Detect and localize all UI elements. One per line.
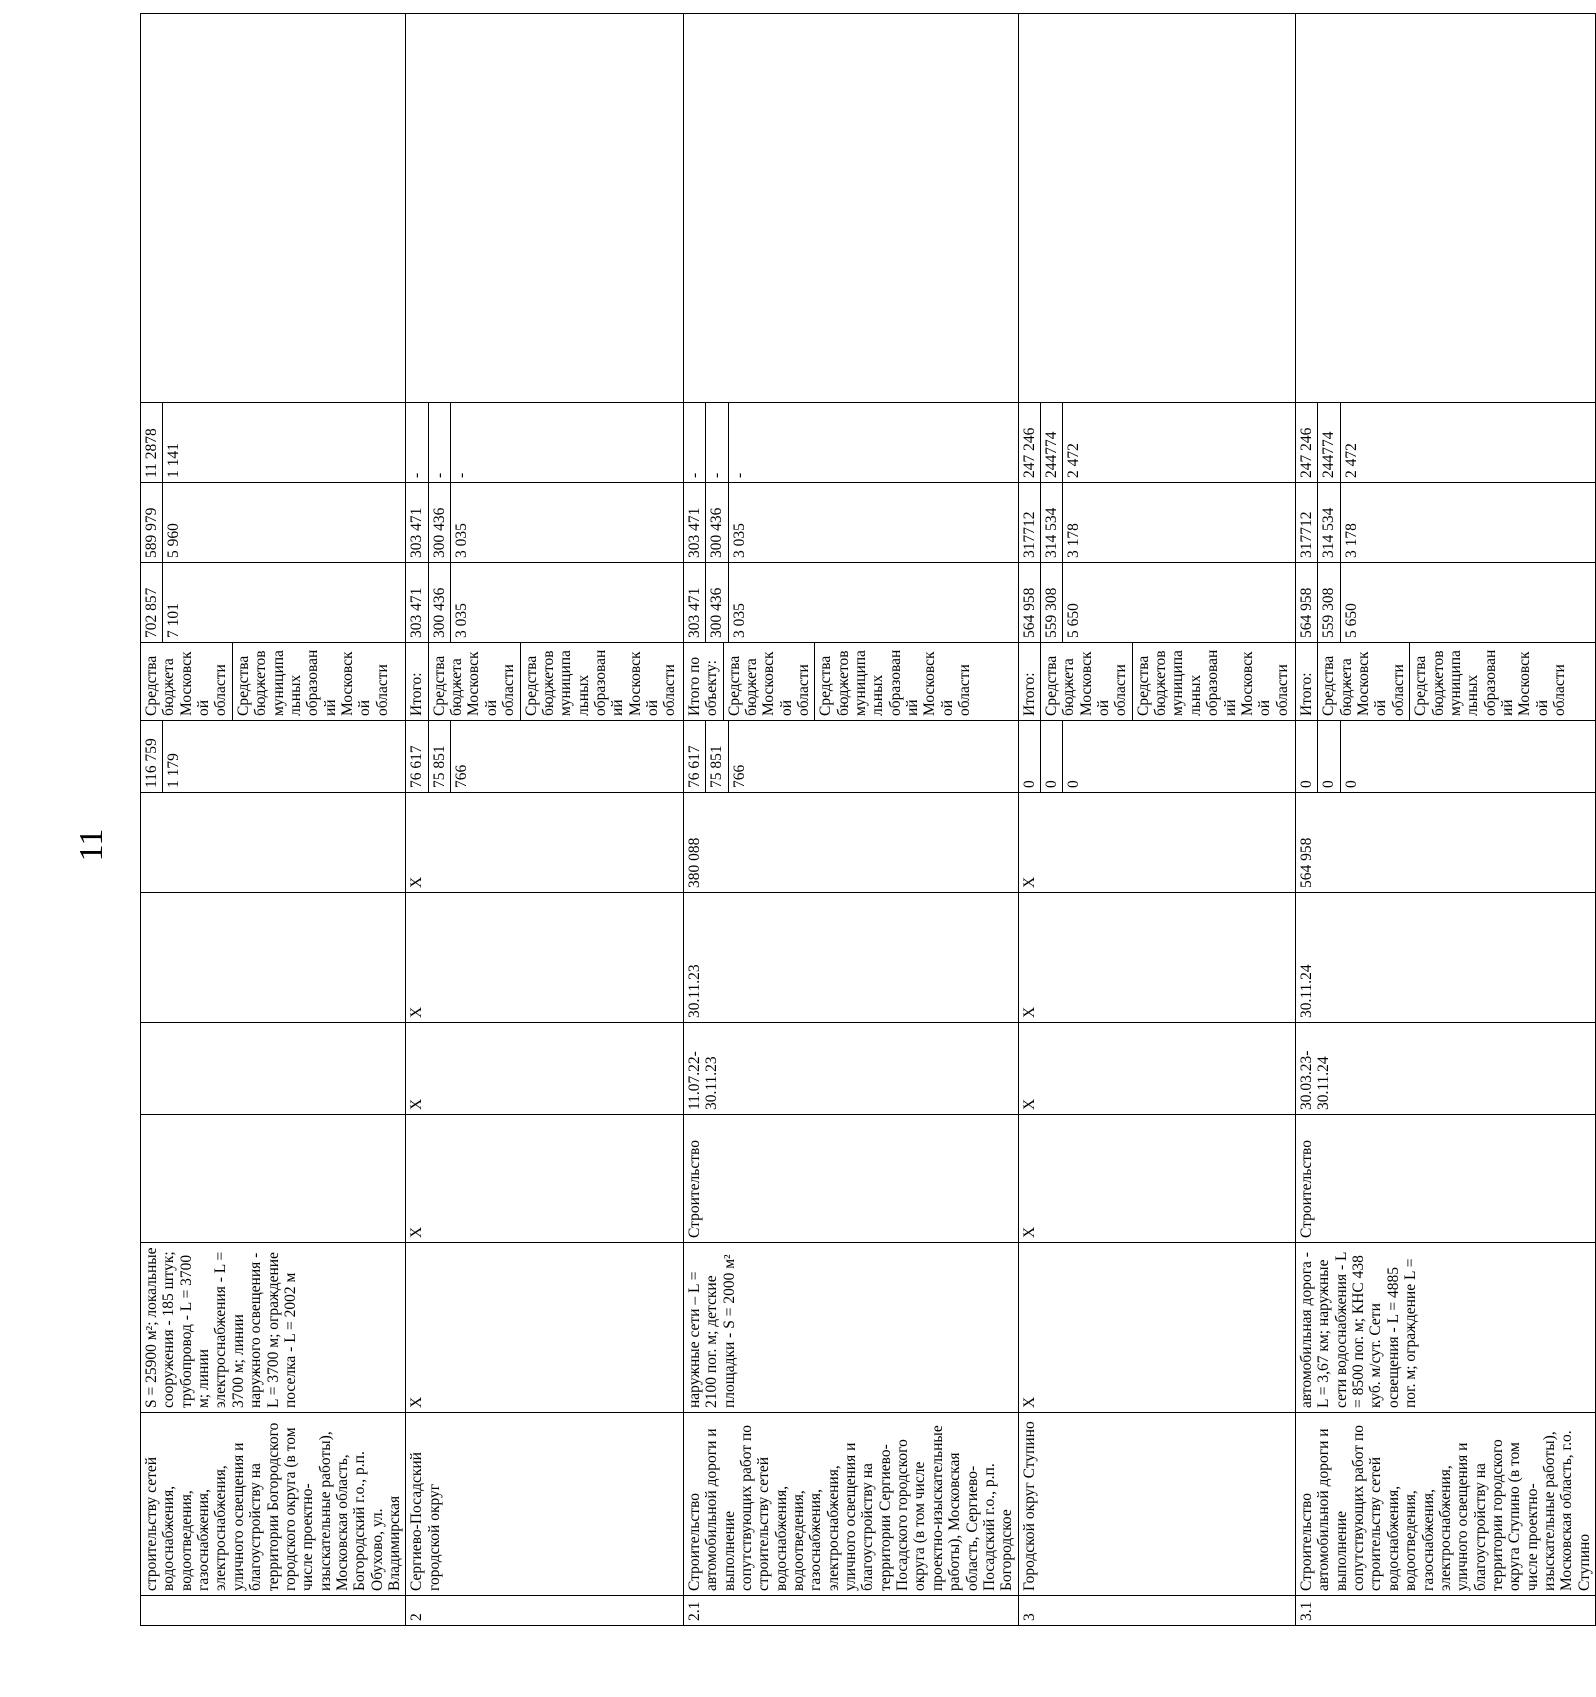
year-2024-amount-line: - [408, 472, 426, 478]
financed-amount [683, 721, 1018, 793]
funding-source-line: Средства бюджета Московской области [428, 643, 520, 720]
year-2023-amount-line: 5 960 [162, 483, 184, 562]
year-2023-amount [683, 483, 1018, 563]
year-2023-amount-line: 303 471 [685, 507, 703, 558]
commission-date: 30.11.23 [683, 893, 1018, 1023]
object-name: Строительство автомобильной дороги и выполнение сопутствующих работ по строительству сетей водоснабжения, водоотведения, газоснабжения, электроснабжения, уличного освещения и благоустройству на территории городского округа Ступино (в том числе проектно-изыскательные работы), Московская область, г.о. Ступино [1296, 1413, 1596, 1596]
empty-cell [406, 14, 683, 403]
year-2023-amount-line: 300 436 [428, 483, 450, 562]
year-2024-amount-line: 247 246 [1020, 427, 1038, 478]
year-2024-amount-line: 1 141 [162, 403, 184, 482]
financed-amount [141, 721, 406, 793]
funding-source-line: Средства бюджета Московской области [1040, 643, 1132, 720]
year-2024-amount-line: - [428, 403, 450, 482]
total-amount-line: 303 471 [408, 587, 426, 638]
funding-source-line: Средства бюджета Московской области [723, 643, 815, 720]
capacity: автомобильная дорога - L = 3,67 км; наружные сети водоснабжения - L = 8500 пог. м; КНС 438 куб. м/сут. Сети освещения - L = 4885 пог. м; ограждение L = [1296, 1243, 1596, 1413]
funding-source-line: Средства бюджетов муниципальных образований Московской области [232, 643, 393, 720]
object-name: Сергиево-Посадский городской округ [406, 1413, 683, 1596]
financed-amount [1018, 721, 1295, 793]
year-2024-amount [1296, 403, 1596, 483]
table-body [141, 14, 1596, 1626]
year-2023-amount [1296, 483, 1596, 563]
cost-limit [141, 793, 406, 893]
object-name: Строительство автомобильной дороги и выполнение сопутствующих работ по строительству сетей водоснабжения, водоотведения, газоснабжения, электроснабжения, уличного освещения и благоустройству на территории Сергиево-Посадского городского округа (в том числе проектно-изыскательные работы), Московская область, Сергиево-Посадский г.о., р.п. Богородское [683, 1413, 1018, 1596]
year-2023-amount-line: 3 035 [450, 483, 472, 562]
financed-amount-line: 75 851 [705, 721, 727, 792]
commission-date: X [406, 893, 683, 1023]
financed-amount-line: 0 [1020, 780, 1038, 788]
work-dates: 11.07.22-30.11.23 [683, 1023, 1018, 1115]
table-row [683, 14, 1018, 1626]
row-number [141, 1596, 406, 1626]
year-2024-amount-line: 244774 [1040, 403, 1062, 482]
empty-cell [1296, 14, 1596, 403]
commission-date: X [1018, 893, 1295, 1023]
cost-limit: X [406, 793, 683, 893]
year-2023-amount-line: 317712 [1020, 511, 1038, 558]
work-type: X [1018, 1115, 1295, 1243]
financed-amount-line: 0 [1062, 721, 1084, 792]
total-amount-line: 5 650 [1062, 563, 1084, 642]
work-type: X [406, 1115, 683, 1243]
object-name: строительству сетей водоснабжения, водоотведения, газоснабжения, электроснабжения, уличного освещения и благоустройству на территории Богородского городского округа (в том числе проектно-изыскательные работы), Московская область, Богородский г.о., р.п. Обухово, ул. Владимирская [141, 1413, 406, 1596]
row-number: 2 [406, 1596, 683, 1626]
funding-source [1296, 643, 1596, 721]
funding-source-line: Средства бюджетов муниципальных образований Московской области [520, 643, 681, 720]
page-number: 11 [73, 828, 110, 862]
financed-amount [406, 721, 683, 793]
capacity: X [1018, 1243, 1295, 1413]
year-2024-amount-line: - [705, 403, 727, 482]
funding-source-line: Итого: [408, 672, 426, 716]
empty-cell [1018, 14, 1295, 403]
capacity: наружные сети – L = 2100 пог. м; детские площадки - S = 2000 м² [683, 1243, 1018, 1413]
year-2023-amount [406, 483, 683, 563]
row-number: 2.1 [683, 1596, 1018, 1626]
empty-cell [683, 14, 1018, 403]
financed-amount-line: 116 759 [143, 738, 160, 788]
financed-amount [1296, 721, 1596, 793]
total-amount [406, 563, 683, 643]
year-2023-amount-line: 303 471 [408, 507, 426, 558]
cost-limit: 380 088 [683, 793, 1018, 893]
funding-source-line: Итого: [1298, 672, 1315, 716]
financed-amount-line: 0 [1317, 721, 1339, 792]
year-2024-amount-line: 244774 [1317, 403, 1339, 482]
year-2024-amount-line: 11 2878 [143, 428, 160, 478]
total-amount-line: 3 035 [450, 563, 472, 642]
year-2024-amount [683, 403, 1018, 483]
year-2024-amount-line: - [450, 403, 472, 482]
year-2024-amount-line: - [685, 472, 703, 478]
year-2023-amount-line: 589 979 [143, 507, 160, 558]
total-amount-line: 559 308 [1317, 563, 1339, 642]
funding-source-line: Итого: [1020, 672, 1038, 716]
year-2023-amount-line: 3 178 [1062, 483, 1084, 562]
work-type: Строительство [683, 1115, 1018, 1243]
funding-source-line: Средства бюджета Московской области [143, 651, 230, 716]
year-2023-amount-line: 300 436 [705, 483, 727, 562]
year-2023-amount-line: 3 178 [1340, 483, 1362, 562]
total-amount-line: 559 308 [1040, 563, 1062, 642]
year-2024-amount-line: 247 246 [1298, 427, 1315, 478]
row-number: 3.1 [1296, 1596, 1596, 1626]
year-2023-amount [1018, 483, 1295, 563]
total-amount [1296, 563, 1596, 643]
funding-source-line: Средства бюджетов муниципальных образований Московской области [814, 643, 975, 720]
funding-source [141, 643, 406, 721]
work-dates: 30.03.23-30.11.24 [1296, 1023, 1596, 1115]
financed-amount-line: 75 851 [428, 721, 450, 792]
year-2024-amount [141, 403, 406, 483]
year-2023-amount-line: 314 534 [1040, 483, 1062, 562]
table-row [1296, 14, 1596, 1626]
year-2023-amount-line: 317712 [1298, 511, 1315, 558]
work-dates: X [406, 1023, 683, 1115]
year-2024-amount [406, 403, 683, 483]
cost-limit: 564 958 [1296, 793, 1596, 893]
financed-amount-line: 766 [450, 721, 472, 792]
total-amount-line: 303 471 [685, 587, 703, 638]
year-2024-amount-line: 2 472 [1340, 403, 1362, 482]
capacity: S = 25900 м²; локальные сооружения - 185 штук; трубопровод - L = 3700 м; линии электроснабжения - L = 3700 м; линии наружного освещения - L = 3700 м; ограждение поселка - L = 2002 м [141, 1243, 406, 1413]
year-2024-amount-line: 2 472 [1062, 403, 1084, 482]
total-amount-line: 7 101 [162, 563, 184, 642]
total-amount-line: 5 650 [1340, 563, 1362, 642]
table-row [1018, 14, 1295, 1626]
total-amount [683, 563, 1018, 643]
funding-source [683, 643, 1018, 721]
funding-source-line: Средства бюджетов муниципальных образований Московской области [1132, 643, 1293, 720]
capacity: X [406, 1243, 683, 1413]
total-amount [141, 563, 406, 643]
rotated-table-container [140, 14, 1593, 1626]
funding-source [1018, 643, 1295, 721]
total-amount-line: 300 436 [705, 563, 727, 642]
total-amount-line: 702 857 [143, 587, 160, 638]
funding-source [406, 643, 683, 721]
financed-amount-line: 1 179 [162, 721, 184, 792]
financed-amount-line: 766 [728, 721, 750, 792]
work-dates [141, 1023, 406, 1115]
commission-date: 30.11.24 [1296, 893, 1596, 1023]
year-2024-amount [1018, 403, 1295, 483]
year-2024-amount-line: - [728, 403, 750, 482]
funding-source-line: Итого по объекту: [685, 656, 721, 716]
work-type: Строительство [1296, 1115, 1596, 1243]
total-amount-line: 300 436 [428, 563, 450, 642]
funding-source-line: Средства бюджета Московской области [1317, 643, 1409, 720]
funding-source-line: Средства бюджетов муниципальных образований Московской области [1409, 643, 1570, 720]
financed-amount-line: 76 617 [408, 745, 426, 788]
work-dates: X [1018, 1023, 1295, 1115]
total-amount-line: 564 958 [1020, 587, 1038, 638]
total-amount-line: 564 958 [1298, 587, 1315, 638]
table-row [141, 14, 406, 1626]
financed-amount-line: 0 [1298, 780, 1315, 788]
year-2023-amount-line: 314 534 [1317, 483, 1339, 562]
total-amount-line: 3 035 [728, 563, 750, 642]
table-row [406, 14, 683, 1626]
object-name: Городской округ Ступино [1018, 1413, 1295, 1596]
year-2023-amount [141, 483, 406, 563]
financed-amount-line: 76 617 [685, 745, 703, 788]
budget-table [140, 13, 1596, 1626]
empty-cell [141, 14, 406, 403]
row-number: 3 [1018, 1596, 1295, 1626]
work-type [141, 1115, 406, 1243]
total-amount [1018, 563, 1295, 643]
cost-limit: X [1018, 793, 1295, 893]
financed-amount-line: 0 [1340, 721, 1362, 792]
commission-date [141, 893, 406, 1023]
year-2023-amount-line: 3 035 [728, 483, 750, 562]
financed-amount-line: 0 [1040, 721, 1062, 792]
